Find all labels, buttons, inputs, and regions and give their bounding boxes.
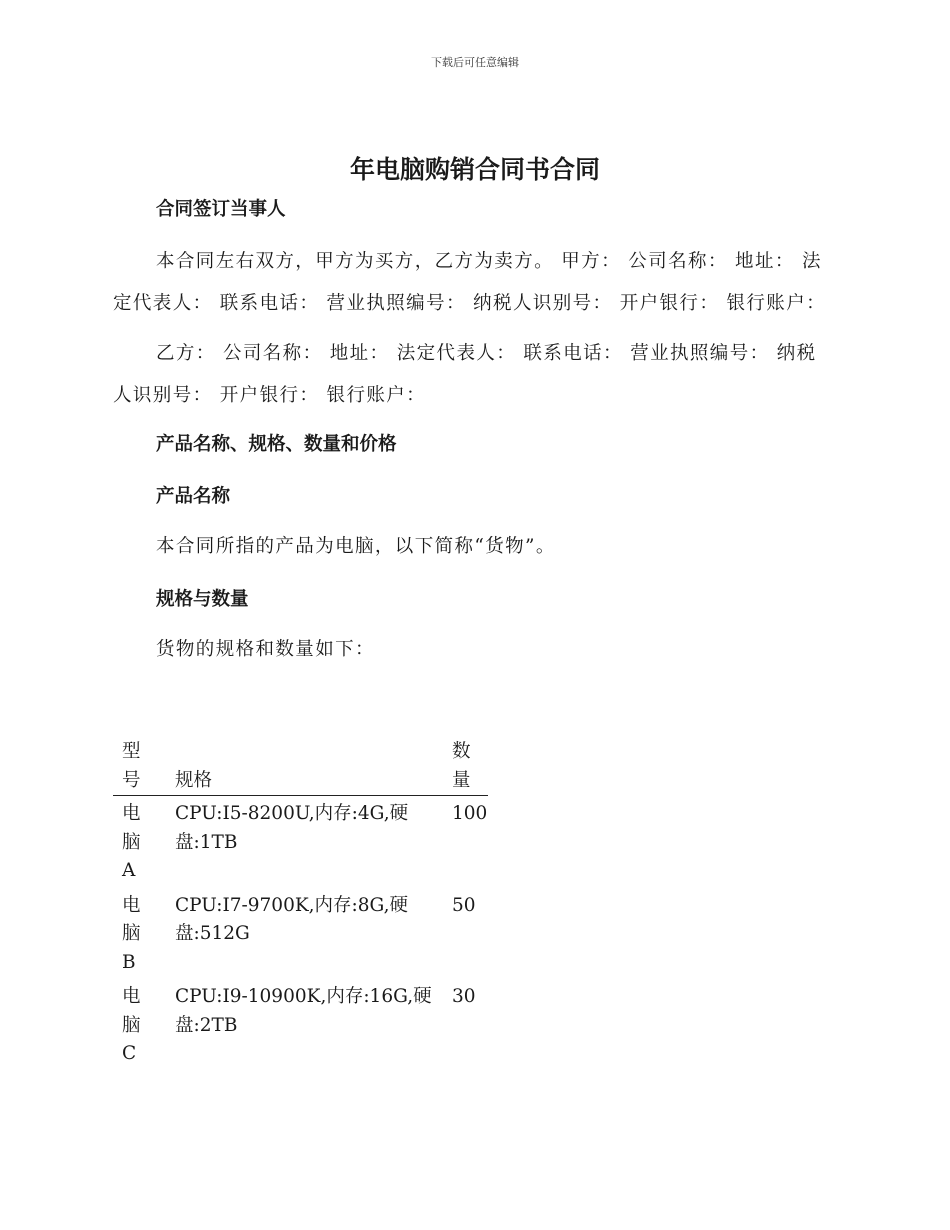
spec-table-header-row [113,738,488,796]
header-model: 型号 [122,741,141,791]
section-heading-parties: 合同签订当事人 [156,199,286,220]
subheading-spec-quantity: 规格与数量 [156,589,249,610]
subheading-product-name: 产品名称 [156,486,231,507]
cell-model: 电脑B [122,894,141,973]
document-body [113,190,829,671]
paragraph-party-a: 本合同左右双方，甲方为买方，乙方为卖方。 甲方： 公司名称： 地址： 法定代表人： 联系电话： 营业执照编号： 纳税人识别号： 开户银行： 银行账户： [113,251,827,314]
section-heading-product: 产品名称、规格、数量和价格 [156,434,397,455]
page-header-note: 下载后可任意编辑 [431,56,519,69]
table-row [113,796,488,888]
cell-spec: CPU:I7-9700K,内存:8G,硬盘:512G [175,894,409,944]
header-qty: 数量 [452,741,471,791]
cell-qty: 100 [452,803,488,824]
table-row [113,888,488,980]
cell-spec: CPU:I5-8200U,内存:4G,硬盘:1TB [175,803,409,853]
cell-qty: 50 [452,894,476,916]
spec-table [113,738,488,1071]
cell-model: 电脑C [122,986,141,1064]
table-row [113,979,488,1071]
document-title: 年电脑购销合同书合同 [349,155,600,184]
paragraph-product-name: 本合同所指的产品为电脑，以下简称“货物”。 [156,536,556,557]
paragraph-spec-intro: 货物的规格和数量如下： [156,639,375,660]
paragraph-party-b: 乙方： 公司名称： 地址： 法定代表人： 联系电话： 营业执照编号： 纳税人识别号： 开户银行： 银行账户： [113,343,817,406]
cell-spec: CPU:I9-10900K,内存:16G,硬盘:2TB [175,986,432,1036]
cell-qty: 30 [452,986,476,1007]
header-spec: 规格 [175,769,213,791]
cell-model: 电脑A [122,803,141,881]
